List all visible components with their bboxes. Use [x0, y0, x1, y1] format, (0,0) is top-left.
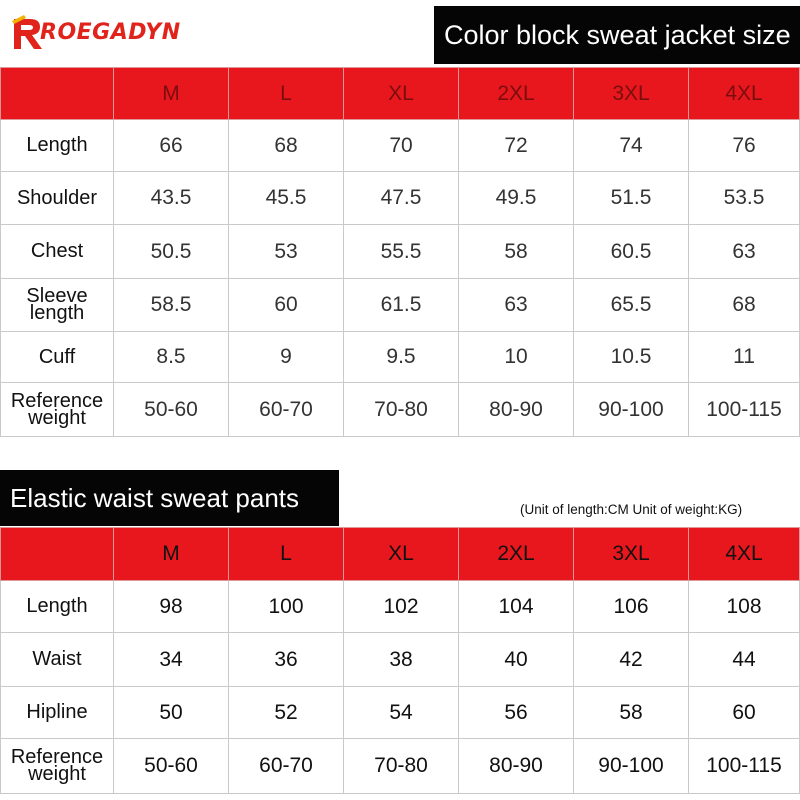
- measurement-value: 43.5: [114, 172, 229, 225]
- measurement-value: 100-115: [689, 383, 800, 437]
- measurement-value: 50.5: [114, 225, 229, 279]
- measurement-value: 100-115: [689, 739, 800, 794]
- measurement-value: 58: [459, 225, 574, 279]
- measurement-value: 53.5: [689, 172, 800, 225]
- measurement-value: 10.5: [574, 332, 689, 383]
- measurement-value: 34: [114, 633, 229, 687]
- pants-size-table: [0, 527, 800, 794]
- measurement-value: 63: [459, 279, 574, 332]
- measurement-label: Shoulder: [1, 172, 114, 225]
- measurement-value: 11: [689, 332, 800, 383]
- table-row: [1, 225, 800, 279]
- measurement-value: 44: [689, 633, 800, 687]
- measurement-value: 56: [459, 687, 574, 739]
- measurement-value: 60: [229, 279, 344, 332]
- measurement-label: Length: [1, 120, 114, 172]
- size-header-cell: 3XL: [574, 528, 689, 581]
- measurement-value: 63: [689, 225, 800, 279]
- measurement-value: 65.5: [574, 279, 689, 332]
- measurement-value: 90-100: [574, 383, 689, 437]
- size-header-cell: XL: [344, 68, 459, 120]
- measurement-value: 70-80: [344, 739, 459, 794]
- measurement-label: Reference weight: [1, 383, 114, 437]
- measurement-label: Chest: [1, 225, 114, 279]
- measurement-value: 72: [459, 120, 574, 172]
- unit-note: (Unit of length:CM Unit of weight:KG): [520, 502, 743, 517]
- measurement-value: 108: [689, 581, 800, 633]
- header-corner-cell: [1, 528, 114, 581]
- measurement-value: 98: [114, 581, 229, 633]
- measurement-value: 10: [459, 332, 574, 383]
- size-header-cell: 2XL: [459, 528, 574, 581]
- jacket-header-row: [1, 68, 800, 120]
- size-header-cell: 4XL: [689, 528, 800, 581]
- measurement-value: 9.5: [344, 332, 459, 383]
- measurement-value: 60-70: [229, 383, 344, 437]
- brand-logo-icon: [10, 13, 44, 51]
- measurement-value: 60.5: [574, 225, 689, 279]
- table-row: [1, 279, 800, 332]
- measurement-value: 70: [344, 120, 459, 172]
- measurement-value: 61.5: [344, 279, 459, 332]
- size-header-cell: 3XL: [574, 68, 689, 120]
- measurement-value: 9: [229, 332, 344, 383]
- size-header-cell: 4XL: [689, 68, 800, 120]
- measurement-value: 102: [344, 581, 459, 633]
- measurement-label: Waist: [1, 633, 114, 687]
- measurement-value: 50-60: [114, 383, 229, 437]
- header-corner-cell: [1, 68, 114, 120]
- measurement-value: 36: [229, 633, 344, 687]
- measurement-label: Cuff: [1, 332, 114, 383]
- measurement-value: 90-100: [574, 739, 689, 794]
- measurement-value: 40: [459, 633, 574, 687]
- table-row: [1, 332, 800, 383]
- measurement-value: 80-90: [459, 739, 574, 794]
- measurement-value: 8.5: [114, 332, 229, 383]
- measurement-value: 42: [574, 633, 689, 687]
- table-row: [1, 120, 800, 172]
- measurement-label: Hipline: [1, 687, 114, 739]
- measurement-label: Sleeve length: [1, 279, 114, 332]
- measurement-value: 100: [229, 581, 344, 633]
- table-row: [1, 581, 800, 633]
- measurement-value: 54: [344, 687, 459, 739]
- table-row: [1, 633, 800, 687]
- measurement-value: 106: [574, 581, 689, 633]
- size-header-cell: XL: [344, 528, 459, 581]
- measurement-value: 38: [344, 633, 459, 687]
- size-header-cell: 2XL: [459, 68, 574, 120]
- table-row: [1, 739, 800, 794]
- measurement-value: 74: [574, 120, 689, 172]
- measurement-value: 60-70: [229, 739, 344, 794]
- measurement-value: 50: [114, 687, 229, 739]
- measurement-value: 55.5: [344, 225, 459, 279]
- measurement-value: 58: [574, 687, 689, 739]
- measurement-value: 68: [689, 279, 800, 332]
- table-row: [1, 383, 800, 437]
- measurement-value: 50-60: [114, 739, 229, 794]
- measurement-value: 45.5: [229, 172, 344, 225]
- measurement-value: 58.5: [114, 279, 229, 332]
- measurement-value: 52: [229, 687, 344, 739]
- size-header-cell: M: [114, 68, 229, 120]
- measurement-value: 51.5: [574, 172, 689, 225]
- size-header-cell: L: [229, 528, 344, 581]
- measurement-value: 66: [114, 120, 229, 172]
- table-row: [1, 172, 800, 225]
- measurement-value: 53: [229, 225, 344, 279]
- jacket-size-table: [0, 67, 800, 437]
- measurement-label: Reference weight: [1, 739, 114, 794]
- measurement-value: 68: [229, 120, 344, 172]
- measurement-value: 104: [459, 581, 574, 633]
- size-header-cell: L: [229, 68, 344, 120]
- measurement-value: 80-90: [459, 383, 574, 437]
- brand-name: ROEGADYN: [40, 19, 181, 45]
- brand-logo: [10, 12, 181, 52]
- measurement-value: 76: [689, 120, 800, 172]
- table-row: [1, 687, 800, 739]
- measurement-value: 49.5: [459, 172, 574, 225]
- pants-header-row: [1, 528, 800, 581]
- pants-size-title: Elastic waist sweat pants: [0, 470, 339, 526]
- measurement-value: 60: [689, 687, 800, 739]
- measurement-label: Length: [1, 581, 114, 633]
- jacket-size-title: Color block sweat jacket size: [434, 6, 800, 64]
- measurement-value: 70-80: [344, 383, 459, 437]
- measurement-value: 47.5: [344, 172, 459, 225]
- size-header-cell: M: [114, 528, 229, 581]
